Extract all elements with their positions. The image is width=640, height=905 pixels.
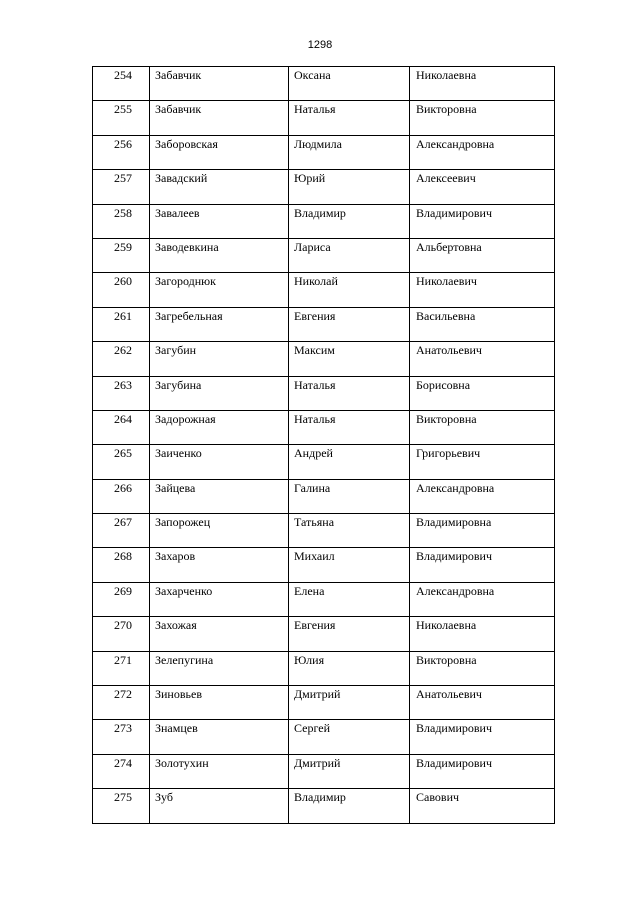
- first-name-cell-text: Михаил: [294, 549, 335, 564]
- first-name-cell: [289, 789, 410, 823]
- first-name-cell: [289, 410, 410, 444]
- last-name-cell: [150, 273, 289, 307]
- patronymic-cell-text: Григорьевич: [416, 446, 481, 461]
- patronymic-cell-text: Викторовна: [416, 411, 477, 426]
- patronymic-cell: [410, 273, 555, 307]
- first-name-cell-text: Дмитрий: [294, 687, 341, 702]
- last-name-cell-text: Захаров: [155, 549, 196, 564]
- first-name-cell-text: Андрей: [294, 446, 333, 461]
- last-name-cell-text: Знамцев: [155, 721, 198, 736]
- first-name-cell-text: Николай: [294, 274, 338, 289]
- first-name-cell: [289, 514, 410, 548]
- first-name-cell-text: Наталья: [294, 102, 336, 117]
- patronymic-cell-text: Анатольевич: [416, 687, 482, 702]
- last-name-cell-text: Зелепугина: [155, 652, 214, 667]
- last-name-cell: [150, 445, 289, 479]
- row-number-cell-text: 264: [114, 411, 132, 426]
- row-number-cell-text: 255: [114, 102, 132, 117]
- table-row: [93, 273, 555, 307]
- first-name-cell-text: Наталья: [294, 377, 336, 392]
- row-number-cell-text: 259: [114, 239, 132, 254]
- patronymic-cell-text: Владимирович: [416, 755, 492, 770]
- row-number-cell: [93, 514, 150, 548]
- first-name-cell: [289, 479, 410, 513]
- last-name-cell-text: Запорожец: [155, 515, 211, 530]
- table-row: [93, 720, 555, 754]
- patronymic-cell-text: Владимирович: [416, 205, 492, 220]
- patronymic-cell: [410, 582, 555, 616]
- row-number-cell-text: 265: [114, 446, 132, 461]
- first-name-cell-text: Владимир: [294, 205, 346, 220]
- row-number-cell-text: 257: [114, 171, 132, 186]
- last-name-cell-text: Загребельная: [155, 308, 223, 323]
- last-name-cell: [150, 514, 289, 548]
- row-number-cell: [93, 754, 150, 788]
- first-name-cell: [289, 342, 410, 376]
- last-name-cell: [150, 686, 289, 720]
- patronymic-cell-text: Владимирович: [416, 549, 492, 564]
- row-number-cell-text: 274: [114, 755, 132, 770]
- table-row: [93, 617, 555, 651]
- row-number-cell: [93, 307, 150, 341]
- table-row: [93, 410, 555, 444]
- table-row: [93, 479, 555, 513]
- row-number-cell-text: 254: [114, 68, 132, 82]
- table-row: [93, 445, 555, 479]
- first-name-cell-text: Лариса: [294, 239, 331, 254]
- first-name-cell-text: Евгения: [294, 618, 336, 633]
- row-number-cell: [93, 135, 150, 169]
- patronymic-cell: [410, 479, 555, 513]
- last-name-cell: [150, 617, 289, 651]
- row-number-cell: [93, 67, 150, 101]
- first-name-cell: [289, 582, 410, 616]
- row-number-cell: [93, 204, 150, 238]
- patronymic-cell: [410, 548, 555, 582]
- patronymic-cell-text: Анатольевич: [416, 343, 482, 358]
- last-name-cell-text: Заводевкина: [155, 239, 219, 254]
- patronymic-cell-text: Алексеевич: [416, 171, 476, 186]
- patronymic-cell: [410, 307, 555, 341]
- last-name-cell: [150, 582, 289, 616]
- last-name-cell: [150, 307, 289, 341]
- row-number-cell-text: 268: [114, 549, 132, 564]
- patronymic-cell: [410, 342, 555, 376]
- first-name-cell-text: Сергей: [294, 721, 330, 736]
- row-number-cell-text: 261: [114, 308, 132, 323]
- last-name-cell: [150, 479, 289, 513]
- last-name-cell: [150, 376, 289, 410]
- patronymic-cell: [410, 410, 555, 444]
- first-name-cell-text: Максим: [294, 343, 335, 358]
- last-name-cell-text: Загороднюк: [155, 274, 216, 289]
- row-number-cell: [93, 238, 150, 272]
- first-name-cell: [289, 170, 410, 204]
- patronymic-cell: [410, 238, 555, 272]
- first-name-cell: [289, 686, 410, 720]
- last-name-cell: [150, 410, 289, 444]
- page-number: 1298: [307, 39, 333, 51]
- row-number-cell-text: 256: [114, 136, 132, 151]
- first-name-cell-text: Юлия: [294, 652, 325, 667]
- patronymic-cell: [410, 376, 555, 410]
- last-name-cell-text: Захарченко: [155, 583, 213, 598]
- last-name-cell: [150, 101, 289, 135]
- patronymic-cell: [410, 754, 555, 788]
- row-number-cell: [93, 170, 150, 204]
- patronymic-cell: [410, 720, 555, 754]
- patronymic-cell-text: Александровна: [416, 136, 495, 151]
- patronymic-cell-text: Николаевна: [416, 68, 477, 82]
- roster-table: [92, 66, 555, 824]
- patronymic-cell-text: Савович: [416, 790, 460, 805]
- patronymic-cell: [410, 789, 555, 823]
- first-name-cell: [289, 720, 410, 754]
- row-number-cell: [93, 651, 150, 685]
- patronymic-cell: [410, 67, 555, 101]
- first-name-cell-text: Оксана: [294, 68, 331, 82]
- row-number-cell-text: 272: [114, 687, 132, 702]
- row-number-cell-text: 269: [114, 583, 132, 598]
- row-number-cell-text: 258: [114, 205, 132, 220]
- row-number-cell-text: 273: [114, 721, 132, 736]
- first-name-cell: [289, 548, 410, 582]
- row-number-cell-text: 270: [114, 618, 132, 633]
- table-row: [93, 67, 555, 101]
- row-number-cell: [93, 720, 150, 754]
- patronymic-cell-text: Владимирович: [416, 721, 492, 736]
- last-name-cell: [150, 204, 289, 238]
- patronymic-cell-text: Николаевна: [416, 618, 477, 633]
- table-row: [93, 754, 555, 788]
- patronymic-cell: [410, 204, 555, 238]
- table-row: [93, 548, 555, 582]
- table-row: [93, 238, 555, 272]
- last-name-cell-text: Загубина: [155, 377, 202, 392]
- last-name-cell: [150, 238, 289, 272]
- patronymic-cell: [410, 170, 555, 204]
- patronymic-cell-text: Александровна: [416, 480, 495, 495]
- table-row: [93, 135, 555, 169]
- last-name-cell-text: Завадский: [155, 171, 208, 186]
- last-name-cell-text: Зайцева: [155, 480, 196, 495]
- patronymic-cell-text: Альбертовна: [416, 239, 482, 254]
- last-name-cell: [150, 651, 289, 685]
- row-number-cell: [93, 479, 150, 513]
- patronymic-cell: [410, 101, 555, 135]
- table-row: [93, 651, 555, 685]
- first-name-cell-text: Елена: [294, 583, 325, 598]
- row-number-cell: [93, 789, 150, 823]
- last-name-cell-text: Захожая: [155, 618, 197, 633]
- table-row: [93, 101, 555, 135]
- patronymic-cell-text: Викторовна: [416, 102, 477, 117]
- patronymic-cell: [410, 445, 555, 479]
- first-name-cell-text: Галина: [294, 480, 331, 495]
- first-name-cell-text: Евгения: [294, 308, 336, 323]
- last-name-cell-text: Заиченко: [155, 446, 202, 461]
- row-number-cell: [93, 617, 150, 651]
- patronymic-cell: [410, 514, 555, 548]
- row-number-cell: [93, 342, 150, 376]
- patronymic-cell-text: Васильевна: [416, 308, 476, 323]
- first-name-cell: [289, 238, 410, 272]
- first-name-cell: [289, 617, 410, 651]
- last-name-cell: [150, 170, 289, 204]
- last-name-cell: [150, 342, 289, 376]
- first-name-cell-text: Дмитрий: [294, 755, 341, 770]
- first-name-cell: [289, 204, 410, 238]
- first-name-cell: [289, 135, 410, 169]
- last-name-cell-text: Загубин: [155, 343, 197, 358]
- first-name-cell: [289, 376, 410, 410]
- row-number-cell-text: 267: [114, 515, 132, 530]
- row-number-cell: [93, 686, 150, 720]
- last-name-cell: [150, 548, 289, 582]
- patronymic-cell-text: Николаевич: [416, 274, 477, 289]
- patronymic-cell-text: Викторовна: [416, 652, 477, 667]
- last-name-cell-text: Забавчик: [155, 68, 202, 82]
- row-number-cell-text: 260: [114, 274, 132, 289]
- first-name-cell: [289, 651, 410, 685]
- patronymic-cell-text: Владимировна: [416, 515, 492, 530]
- first-name-cell: [289, 67, 410, 101]
- last-name-cell: [150, 135, 289, 169]
- first-name-cell: [289, 307, 410, 341]
- table-row: [93, 376, 555, 410]
- patronymic-cell: [410, 617, 555, 651]
- patronymic-cell-text: Александровна: [416, 583, 495, 598]
- last-name-cell-text: Зуб: [155, 790, 173, 805]
- table-row: [93, 204, 555, 238]
- row-number-cell-text: 262: [114, 343, 132, 358]
- first-name-cell: [289, 273, 410, 307]
- first-name-cell: [289, 754, 410, 788]
- row-number-cell-text: 266: [114, 480, 132, 495]
- row-number-cell: [93, 548, 150, 582]
- last-name-cell: [150, 789, 289, 823]
- first-name-cell: [289, 101, 410, 135]
- row-number-cell: [93, 273, 150, 307]
- table-row: [93, 514, 555, 548]
- last-name-cell-text: Завалеев: [155, 205, 200, 220]
- table-row: [93, 342, 555, 376]
- last-name-cell: [150, 720, 289, 754]
- table-row: [93, 789, 555, 823]
- last-name-cell-text: Заборовская: [155, 136, 218, 151]
- last-name-cell-text: Задорожная: [155, 411, 216, 426]
- first-name-cell-text: Людмила: [294, 136, 342, 151]
- row-number-cell: [93, 582, 150, 616]
- row-number-cell: [93, 101, 150, 135]
- row-number-cell-text: 275: [114, 790, 132, 805]
- first-name-cell-text: Владимир: [294, 790, 346, 805]
- patronymic-cell: [410, 135, 555, 169]
- row-number-cell-text: 271: [114, 652, 132, 667]
- first-name-cell-text: Наталья: [294, 411, 336, 426]
- first-name-cell: [289, 445, 410, 479]
- table-row: [93, 686, 555, 720]
- row-number-cell: [93, 376, 150, 410]
- row-number-cell: [93, 445, 150, 479]
- patronymic-cell: [410, 686, 555, 720]
- last-name-cell: [150, 67, 289, 101]
- first-name-cell-text: Юрий: [294, 171, 326, 186]
- last-name-cell: [150, 754, 289, 788]
- patronymic-cell: [410, 651, 555, 685]
- row-number-cell: [93, 410, 150, 444]
- first-name-cell-text: Татьяна: [294, 515, 335, 530]
- last-name-cell-text: Забавчик: [155, 102, 202, 117]
- table-row: [93, 170, 555, 204]
- table-row: [93, 307, 555, 341]
- last-name-cell-text: Золотухин: [155, 755, 209, 770]
- table-row: [93, 582, 555, 616]
- roster-table-body: [93, 67, 555, 824]
- patronymic-cell-text: Борисовна: [416, 377, 471, 392]
- row-number-cell-text: 263: [114, 377, 132, 392]
- last-name-cell-text: Зиновьев: [155, 687, 202, 702]
